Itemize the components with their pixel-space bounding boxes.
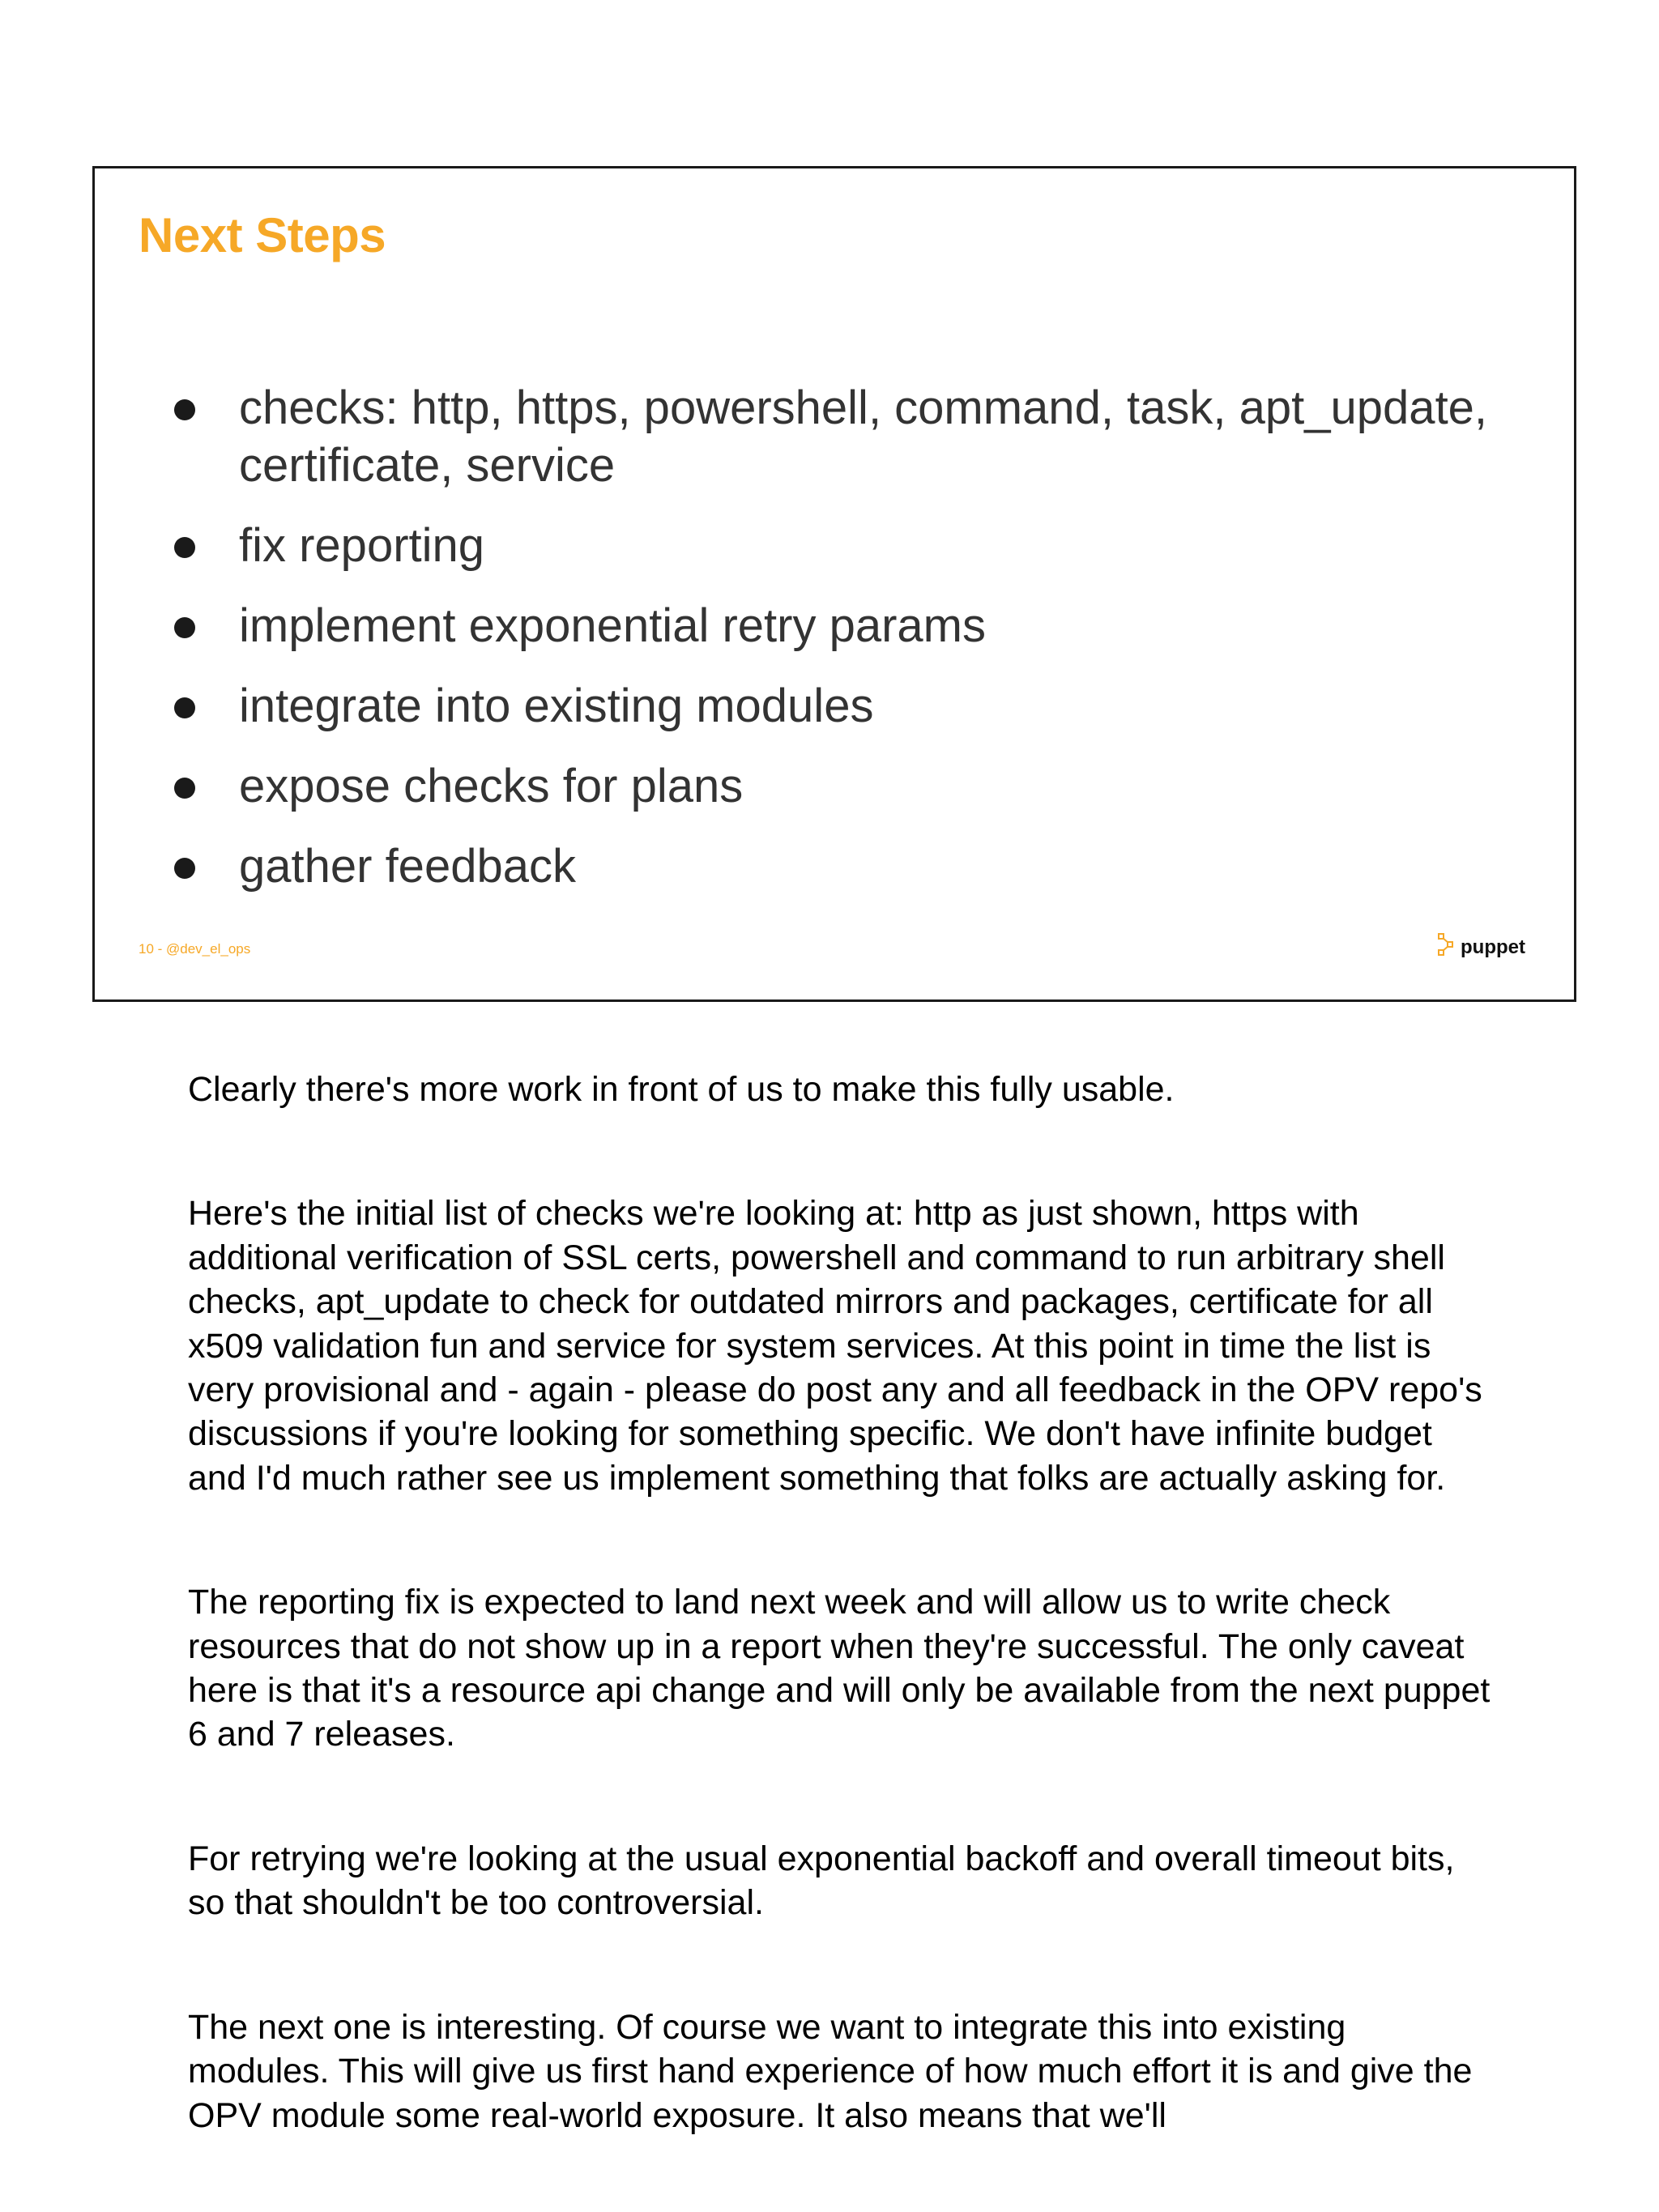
bullet-text: checks: http, https, powershell, command, task, apt_update, certificate, service (239, 381, 1488, 492)
notes-paragraph: For retrying we're looking at the usual exponential backoff and overall timeout bits, so that shouldn't be too controversial. (188, 1839, 1455, 1923)
bullet-item (160, 837, 1520, 895)
bullet-dot-icon (174, 778, 195, 799)
notes-paragraph: Here's the initial list of checks we're looking at: http as just shown, https with additional verification of SSL certs, powershell and command to run arbitrary shell checks, apt_update to check for outdated mirrors and packages, certificate for all x509 validation fun and service for system services. At this point in time the list is very provisional and - again - please do post any and all feedback in the OPV repo's discussions if you're looking for something specific. We don't have infinite budget and I'd much rather see us implement something that folks are actually asking for. (188, 1194, 1482, 1498)
brand-logo (1438, 933, 1525, 957)
brand-name: puppet (1461, 936, 1525, 958)
bullet-dot-icon (174, 537, 195, 558)
notes-paragraph: Clearly there's more work in front of us to make this fully usable. (188, 1070, 1175, 1109)
notes-paragraph: The reporting fix is expected to land next week and will allow us to write check resources that do not show up in a report when they're successful. The only caveat here is that it's a resource api change and will only be available from the next puppet 6 and 7 releases. (188, 1583, 1491, 1754)
bullet-item (160, 597, 1520, 654)
bullet-dot-icon (174, 858, 195, 879)
slide-footer: 10 - @dev_el_ops (139, 941, 251, 957)
slide-frame (92, 166, 1576, 1002)
puppet-logo-icon (1438, 933, 1456, 957)
bullet-dot-icon (174, 617, 195, 638)
bullet-text: fix reporting (239, 519, 485, 572)
bullet-item (160, 379, 1520, 494)
bullet-item (160, 517, 1520, 574)
notes-paragraph: The next one is interesting. Of course we want to integrate this into existing modules. This will give us first hand experience of how much effort it is and give the OPV module some real-world exposure. It also means that we'll (188, 2007, 1473, 2135)
bullet-dot-icon (174, 697, 195, 718)
bullet-list (160, 379, 1520, 918)
speaker-notes (188, 1068, 1492, 2212)
bullet-text: gather feedback (239, 840, 576, 893)
bullet-text: integrate into existing modules (239, 680, 874, 732)
bullet-dot-icon (174, 399, 195, 420)
bullet-text: expose checks for plans (239, 760, 744, 812)
bullet-item (160, 757, 1520, 815)
slide-title: Next Steps (139, 208, 386, 262)
bullet-item (160, 677, 1520, 735)
bullet-text: implement exponential retry params (239, 599, 986, 652)
